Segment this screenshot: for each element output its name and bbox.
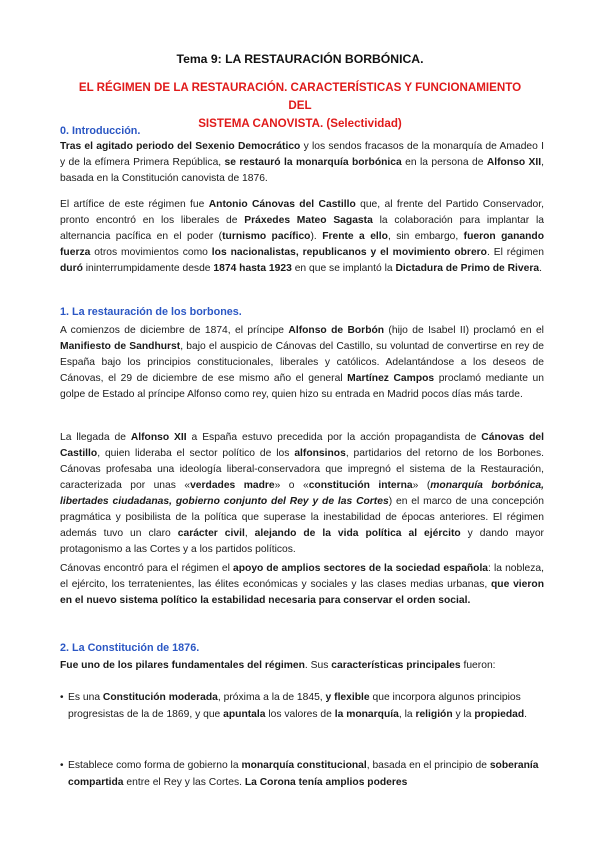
text-run: apoyo de amplios sectores de la sociedad española xyxy=(233,563,489,574)
text-run: otros movimientos como xyxy=(90,247,212,258)
text-run: alejando de la vida política al ejército xyxy=(254,528,461,539)
section-heading-constitucion: 2. La Constitución de 1876. xyxy=(60,642,200,654)
paragraph-introduccion-1 xyxy=(60,139,544,187)
text-run: que incorpora algunos principios progresistas de la de 1869, y que xyxy=(68,692,521,720)
text-run: características principales xyxy=(331,660,461,671)
text-run: Constitución moderada xyxy=(102,692,218,703)
text-run: » ( xyxy=(412,480,431,491)
text-run: Martínez Campos xyxy=(347,373,435,384)
paragraph-introduccion-2 xyxy=(60,197,544,277)
text-run: y flexible xyxy=(325,692,370,703)
text-run: A comienzos de diciembre de 1874, el príncipe xyxy=(60,325,289,336)
text-run: a España estuvo precedida por la acción propagandista de xyxy=(186,432,482,443)
section-heading-introduccion: 0. Introducción. xyxy=(60,125,141,137)
text-run: la colaboración para implantar la alternancia pacífica en el poder ( xyxy=(60,215,544,242)
paragraph-restauracion-1 xyxy=(60,323,544,403)
paragraph-restauracion-2 xyxy=(60,430,544,558)
text-run: El artífice de este régimen fue xyxy=(60,199,209,210)
text-run: y dando mayor protagonismo a las Cortes y a los partidos políticos. xyxy=(60,528,544,555)
text-run: soberanía compartida xyxy=(68,760,539,788)
text-run: en la persona de xyxy=(401,157,487,168)
bullet-text xyxy=(60,757,544,791)
text-run: Alfonso de Borbón xyxy=(288,325,385,336)
text-run: alfonsinos xyxy=(294,448,346,459)
text-run: Cánovas encontró para el régimen el xyxy=(60,563,234,574)
text-run: ). xyxy=(310,231,323,242)
text-run: constitución interna xyxy=(308,480,413,491)
text-run: que, al frente del Partido Conservador, pronto encontró en los liberales de xyxy=(60,199,544,226)
text-run: Tras el agitado periodo del Sexenio Democrático xyxy=(60,141,301,152)
text-run: . Sus xyxy=(304,660,332,671)
text-run: los nacionalistas, republicanos y el movimiento obrero xyxy=(211,247,487,258)
document-title: Tema 9: LA RESTAURACIÓN BORBÓNICA. xyxy=(176,52,424,66)
text-run: carácter civil xyxy=(177,528,245,539)
text-run: fueron: xyxy=(460,660,496,671)
text-run: proclamó mediante un golpe de Estado al príncipe Alfonso como rey, quien hizo su entrada en Madrid pocos días más tarde. xyxy=(60,373,544,400)
text-run: en que se implantó la xyxy=(291,263,396,274)
text-run: , basada en el principio de xyxy=(366,760,490,771)
text-run: (hijo de Isabel II) proclamó en el xyxy=(384,325,544,336)
text-run: se restauró la monarquía borbónica xyxy=(224,157,402,168)
paragraph-restauracion-3 xyxy=(60,561,544,609)
text-run: 1874 hasta 1923 xyxy=(213,263,292,274)
text-run: . xyxy=(539,263,542,274)
text-run: verdades madre xyxy=(190,480,275,491)
text-run: la monarquía xyxy=(334,709,399,720)
text-run: religión xyxy=(415,709,453,720)
text-run: monarquía constitucional xyxy=(241,760,367,771)
subtitle-line-2: SISTEMA CANOVISTA. (Selectividad) xyxy=(198,117,402,130)
text-run: entre el Rey y las Cortes. xyxy=(123,777,245,788)
text-run: , quien lideraba el sector político de los xyxy=(97,448,295,459)
bullet-icon: • xyxy=(60,760,64,771)
paragraph-constitucion-intro xyxy=(60,658,544,674)
text-run: monarquía borbónica, libertades ciudadanas, gobierno conjunto del Rey y de las Cortes xyxy=(60,480,544,507)
text-run: Es una xyxy=(68,692,103,703)
text-run: ) en el marco de una concepción pragmática y posibilista de la política que superase la inestabilidad de épocas anteriores. El régimen además tuvo un claro xyxy=(60,496,544,539)
text-run: , la xyxy=(398,709,416,720)
text-run: Alfonso XII xyxy=(486,157,542,168)
text-run: Alfonso XII xyxy=(130,432,187,443)
text-run: Dictadura de Primo de Rivera xyxy=(395,263,540,274)
text-run: Antonio Cánovas del Castillo xyxy=(208,199,356,210)
text-run: , basada en la Constitución canovista de 1876. xyxy=(60,157,545,184)
text-run: y los sendos fracasos de la monarquía de Amadeo I y de la efímera Primera República, xyxy=(60,141,544,168)
text-run: duró xyxy=(60,263,83,274)
bullet-item-monarquia-constitucional xyxy=(60,757,544,791)
text-run: turnismo pacífico xyxy=(222,231,311,242)
text-run: : la nobleza, el ejército, los terratenientes, las élites económicas y sociales y las clases medias urbanas, xyxy=(60,563,545,590)
text-run: Cánovas del Castillo xyxy=(60,432,544,459)
text-run: los valores de xyxy=(265,709,335,720)
text-run: , bajo el auspicio de Cánovas del Castillo, su voluntad de convertirse en rey de España bajo los principios constitucionales, liberales y católicos. Adelantándose a los deseos de Cánovas, el 29 de diciembre de ese mismo año el general xyxy=(60,341,544,384)
text-run: que vieron en el nuevo sistema político la estabilidad necesaria para conservar el orden social. xyxy=(60,579,544,606)
bullet-icon: • xyxy=(60,692,64,703)
section-heading-restauracion: 1. La restauración de los borbones. xyxy=(60,306,242,318)
text-run: , partidarios del retorno de los Borbones. Cánovas profesaba una ideología liberal-conservadora que impregnó el sistema de la Restauración, caracterizada por unas « xyxy=(60,448,545,491)
text-run: . El régimen xyxy=(486,247,544,258)
text-run: La Corona tenía amplios poderes xyxy=(244,777,408,788)
text-run: Frente a ello xyxy=(322,231,388,242)
text-run: La llegada de xyxy=(60,432,131,443)
bullet-item-constitucion-moderada xyxy=(60,689,544,723)
text-run: , xyxy=(244,528,255,539)
text-run: fueron ganando fuerza xyxy=(60,231,545,258)
text-run: Fue uno de los pilares fundamentales del régimen xyxy=(60,660,305,671)
text-run: ininterrumpidamente desde xyxy=(82,263,214,274)
subtitle-line-1: EL RÉGIMEN DE LA RESTAURACIÓN. CARACTERÍSTICAS Y FUNCIONAMIENTO DEL xyxy=(78,81,522,112)
text-run: . xyxy=(524,709,528,720)
text-run: » o « xyxy=(274,480,309,491)
text-run: Establece como forma de gobierno la xyxy=(68,760,242,771)
text-run: apuntala xyxy=(223,709,266,720)
text-run: Manifiesto de Sandhurst xyxy=(60,341,181,352)
text-run: , sin embargo, xyxy=(387,231,464,242)
text-run: , próxima a la de 1845, xyxy=(217,692,326,703)
bullet-text xyxy=(60,689,544,723)
text-run: y la xyxy=(452,709,475,720)
text-run: Práxedes Mateo Sagasta xyxy=(244,215,373,226)
text-run: propiedad xyxy=(474,709,525,720)
